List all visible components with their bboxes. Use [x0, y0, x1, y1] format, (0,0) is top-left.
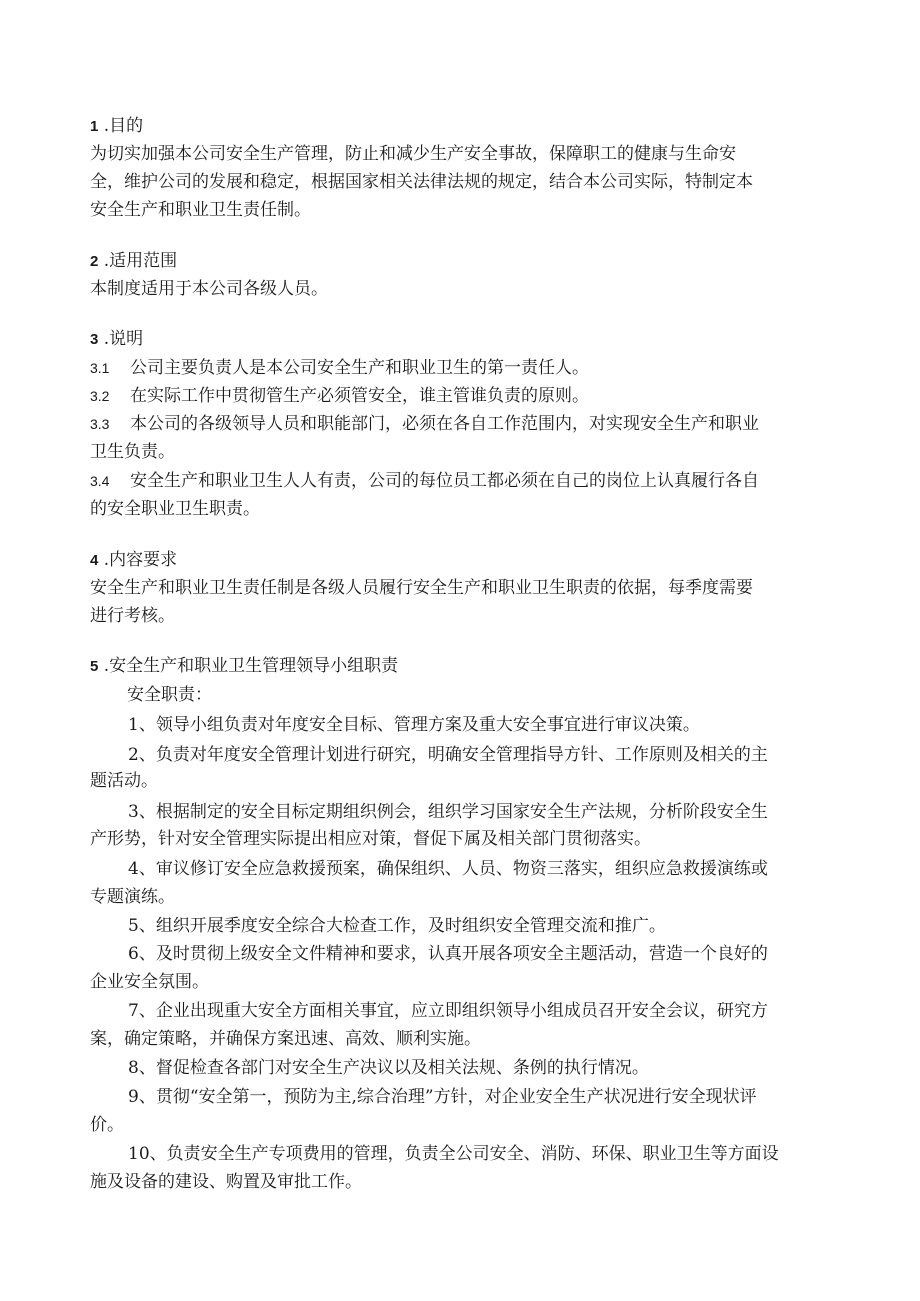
section-1-title: .目的 [103, 116, 144, 136]
clause-3-1 [90, 357, 589, 379]
clause-3-3-continued: 卫生负责。 [90, 442, 175, 462]
section-2-text-line: 本制度适用于本公司各级人员。 [90, 279, 328, 299]
section-1-text-line: 安全生产和职业卫生责任制。 [90, 200, 311, 220]
section-3-number: 3 [90, 331, 99, 348]
section-5-subtitle: 安全职责： [127, 685, 212, 705]
duty-item-9-continued: 价。 [90, 1115, 124, 1135]
clause-number: 3.2 [90, 388, 110, 404]
clause-3-4 [90, 470, 759, 492]
duty-item-10-continued: 施及设备的建设、购置及审批工作。 [90, 1172, 362, 1192]
duty-item-2: 2、负责对年度安全管理计划进行研究，明确安全管理指导方针、工作原则及相关的主 [128, 745, 768, 765]
duty-item-5: 5、组织开展季度安全综合大检查工作，及时组织安全管理交流和推广。 [128, 916, 666, 936]
duty-item-3: 3、根据制定的安全目标定期组织例会，组织学习国家安全生产法规，分析阶段安全生 [128, 802, 768, 822]
clause-text: 公司主要负责人是本公司安全生产和职业卫生的第一责任人。 [130, 358, 589, 378]
clause-number: 3.1 [90, 360, 110, 376]
duty-item-3-continued: 产形势，针对安全管理实际提出相应对策，督促下属及相关部门贯彻落实。 [90, 829, 651, 849]
section-5-title: .安全生产和职业卫生管理领导小组职责 [103, 656, 399, 676]
clause-3-2 [90, 385, 589, 407]
section-2-title: .适用范围 [103, 251, 178, 271]
duty-item-4: 4、审议修订安全应急救援预案，确保组织、人员、物资三落实，组织应急救援演练或 [128, 859, 768, 879]
section-3-title: .说明 [103, 329, 144, 349]
clause-3-4-continued: 的安全职业卫生职责。 [90, 499, 260, 519]
duty-item-7: 7、企业出现重大安全方面相关事宜，应立即组织领导小组成员召开安全会议，研究方 [128, 1001, 768, 1021]
section-4-title: .内容要求 [103, 550, 178, 570]
duty-item-2-continued: 题活动。 [90, 771, 158, 791]
clause-text: 在实际工作中贯彻管生产必须管安全，谁主管谁负责的原则。 [130, 386, 589, 406]
section-2-heading [90, 250, 177, 273]
section-5-number: 5 [90, 658, 99, 675]
section-1-number: 1 [90, 118, 99, 135]
section-4-heading [90, 549, 177, 572]
duty-item-4-continued: 专题演练。 [90, 887, 175, 907]
clause-number: 3.3 [90, 416, 110, 432]
section-4-number: 4 [90, 552, 99, 569]
duty-item-1: 1、领导小组负责对年度安全目标、管理方案及重大安全事宜进行审议决策。 [128, 715, 700, 735]
duty-item-6-continued: 企业安全氛围。 [90, 972, 209, 992]
section-2-number: 2 [90, 253, 99, 270]
section-3-heading [90, 328, 143, 351]
section-5-heading [90, 655, 398, 678]
clause-number: 3.4 [90, 473, 110, 489]
section-1-heading [90, 115, 143, 138]
clause-3-3 [90, 413, 759, 435]
duty-item-9: 9、贯彻“安全第一，预防为主,综合治理”方针，对企业安全生产状况进行安全现状评 [128, 1087, 757, 1107]
section-1-text-line: 为切实加强本公司安全生产管理，防止和减少生产安全事故，保障职工的健康与生命安 [90, 144, 736, 164]
section-1-text-line: 全，维护公司的发展和稳定，根据国家相关法律法规的规定，结合本公司实际，特制定本 [90, 172, 753, 192]
duty-item-10: 10、负责安全生产专项费用的管理，负责全公司安全、消防、环保、职业卫生等方面设 [128, 1144, 779, 1164]
duty-item-7-continued: 案，确定策略，并确保方案迅速、高效、顺利实施。 [90, 1029, 481, 1049]
duty-item-6: 6、及时贯彻上级安全文件精神和要求，认真开展各项安全主题活动，营造一个良好的 [128, 944, 768, 964]
clause-text: 安全生产和职业卫生人人有责，公司的每位员工都必须在自己的岗位上认真履行各自 [130, 471, 759, 491]
section-4-text-line: 进行考核。 [90, 606, 175, 626]
clause-text: 本公司的各级领导人员和职能部门，必须在各自工作范围内，对实现安全生产和职业 [130, 414, 759, 434]
section-4-text-line: 安全生产和职业卫生责任制是各级人员履行安全生产和职业卫生职责的依据，每季度需要 [90, 578, 753, 598]
duty-item-8: 8、督促检查各部门对安全生产决议以及相关法规、条例的执行情况。 [128, 1058, 649, 1078]
